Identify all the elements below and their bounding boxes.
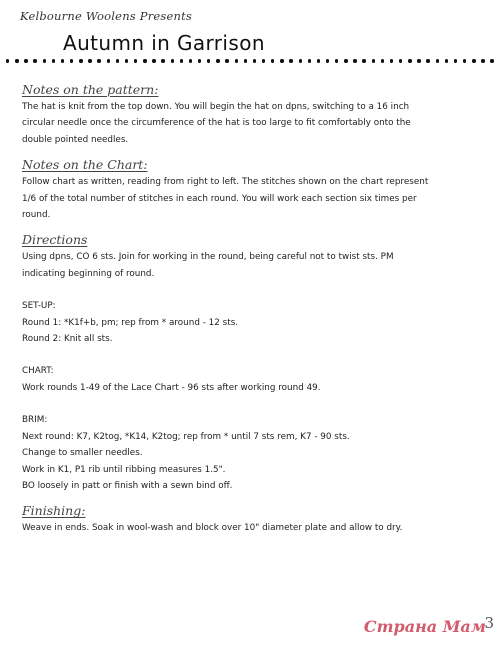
divider-dot — [372, 59, 375, 62]
divider-dot — [335, 59, 338, 62]
watermark: Страна Мам — [363, 617, 486, 636]
divider-dot — [280, 59, 283, 62]
divider-dot — [262, 59, 265, 62]
divider-dot — [326, 59, 329, 62]
divider-dot — [399, 59, 402, 62]
notes-pattern-line: double pointed needles. — [22, 134, 129, 145]
divider-dot — [43, 59, 46, 62]
divider-dot — [107, 59, 110, 62]
divider-dot — [52, 59, 55, 62]
directions-heading: Directions — [22, 232, 88, 248]
notes-chart-line: round. — [22, 210, 51, 221]
divider-dot — [408, 59, 411, 62]
divider-dot — [490, 59, 493, 62]
finishing-heading: Finishing: — [22, 503, 86, 519]
divider-dot — [472, 59, 475, 62]
divider-dot — [353, 59, 356, 62]
divider-dot — [79, 59, 82, 62]
notes-pattern-line: The hat is knit from the top down. You will begin the hat on dpns, switching to a 16 inch — [22, 102, 410, 112]
divider-dot — [317, 59, 320, 62]
divider-dot — [6, 59, 9, 62]
divider-dot — [235, 59, 238, 62]
divider-dot — [161, 59, 164, 62]
divider-dot — [381, 59, 384, 62]
divider-dot — [362, 59, 365, 62]
finishing-line: Weave in ends. Soak in wool-wash and block over 10" diameter plate and allow to dry. — [22, 523, 403, 534]
divider-dot — [70, 59, 73, 62]
divider-dot — [97, 59, 100, 62]
divider-dot — [207, 59, 210, 62]
divider-dot — [116, 59, 119, 62]
notes-chart-line: 1/6 of the total number of stitches in each round. You will work each section six times per — [22, 193, 417, 204]
divider-dot — [61, 59, 64, 62]
divider-dot — [225, 59, 228, 62]
divider-dot — [390, 59, 393, 62]
divider-dot — [33, 59, 36, 62]
divider-dot — [289, 59, 292, 62]
divider-dot — [24, 59, 27, 62]
brim-line: Next round: K7, K2tog, *K14, K2tog; rep from * until 7 sts rem, K7 - 90 sts. — [22, 431, 350, 442]
pattern-content — [22, 82, 484, 537]
chart-line: Work rounds 1-49 of the Lace Chart - 96 sts after working round 49. — [22, 382, 321, 393]
setup-line: Round 1: *K1f+b, pm; rep from * around - 12 sts. — [22, 317, 239, 328]
setup-label: SET-UP: — [22, 301, 56, 312]
divider-dot — [417, 59, 420, 62]
divider-dot — [88, 59, 91, 62]
brim-line: Work in K1, P1 rib until ribbing measures 1.5". — [22, 464, 226, 475]
notes-pattern-line: circular needle once the circumference of the hat is too large to fit comfortably onto the — [22, 118, 411, 129]
brim-line: Change to smaller needles. — [22, 448, 143, 459]
notes-pattern-heading: Notes on the pattern: — [22, 82, 159, 97]
divider-dot — [15, 59, 18, 62]
divider-dot — [244, 59, 247, 62]
divider-dot — [134, 59, 137, 62]
dotted-divider — [6, 58, 494, 64]
presents-line: Kelbourne Woolens Presents — [20, 9, 193, 23]
divider-dot — [271, 59, 274, 62]
divider-dot — [152, 59, 155, 62]
divider-dot — [198, 59, 201, 62]
divider-dot — [308, 59, 311, 62]
divider-dot — [344, 59, 347, 62]
directions-line: Using dpns, CO 6 sts. Join for working in the round, being careful not to twist sts. PM — [22, 252, 394, 263]
divider-dot — [436, 59, 439, 62]
divider-dot — [481, 59, 484, 62]
divider-dot — [445, 59, 448, 62]
divider-dot — [216, 59, 219, 62]
divider-dot — [426, 59, 429, 62]
divider-dot — [299, 59, 302, 62]
divider-dot — [454, 59, 457, 62]
divider-dot — [125, 59, 128, 62]
setup-line: Round 2: Knit all sts. — [22, 334, 113, 345]
divider-dot — [143, 59, 146, 62]
divider-dot — [253, 59, 256, 62]
chart-label: CHART: — [22, 366, 54, 377]
divider-dot — [171, 59, 174, 62]
divider-dot — [463, 59, 466, 62]
brim-line: BO loosely in patt or finish with a sewn bind off. — [22, 480, 233, 491]
page-title: Autumn in Garrison — [63, 31, 265, 55]
notes-chart-heading: Notes on the Chart: — [22, 157, 148, 173]
divider-dot — [180, 59, 183, 62]
page-number: 3 — [484, 614, 494, 632]
directions-line: indicating beginning of round. — [22, 268, 155, 279]
divider-dot — [189, 59, 192, 62]
brim-label: BRIM: — [22, 415, 48, 426]
notes-chart-line: Follow chart as written, reading from right to left. The stitches shown on the chart represent — [22, 177, 429, 188]
